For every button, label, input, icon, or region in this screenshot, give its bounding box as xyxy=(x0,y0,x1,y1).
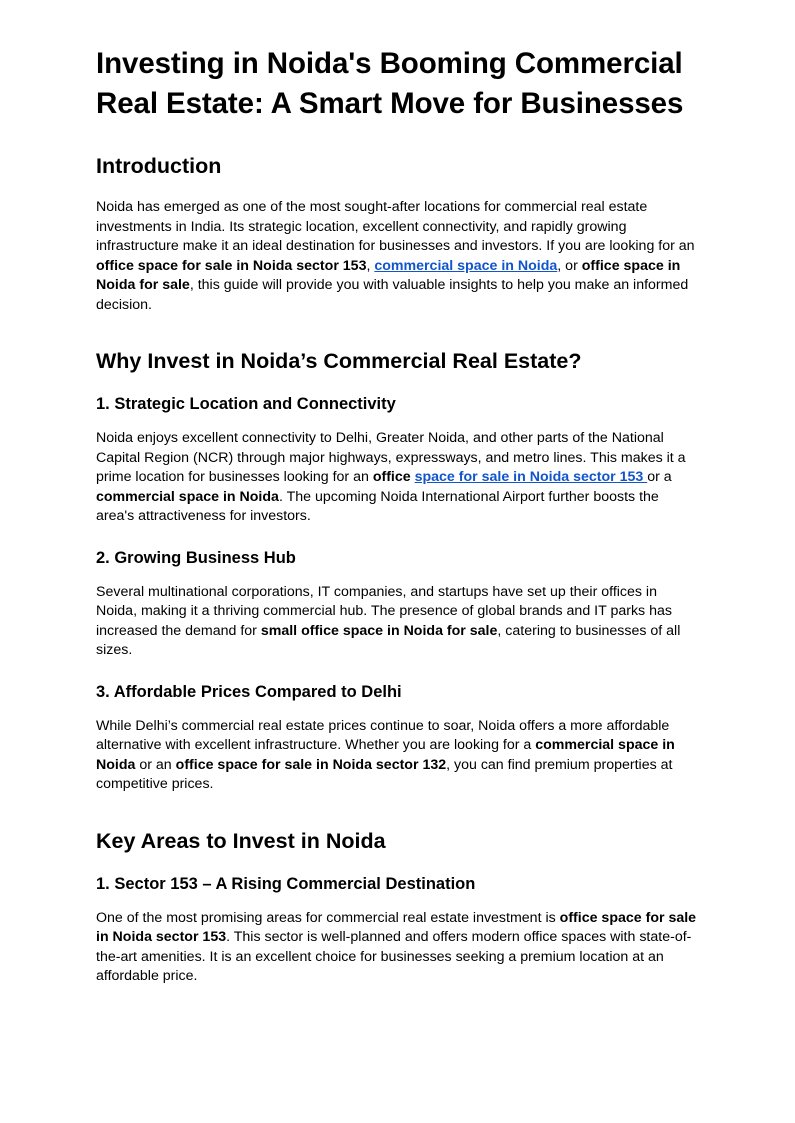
commercial-space-link[interactable]: commercial space in Noida xyxy=(374,257,558,274)
text-run: . This sector is well-planned and offers modern office spaces with state-of-the-art amenities. It is an excellent choice for businesses seeking a premium location at an affordable price. xyxy=(96,929,692,984)
text-run: . The upcoming Noida International Airport further boosts the area's attractiveness for investors. xyxy=(96,488,659,524)
bold-text: office space for sale in Noida sector 132 xyxy=(175,756,447,773)
bold-text: office space in Noida for sale xyxy=(96,257,681,293)
why-invest-heading: Why Invest in Noida’s Commercial Real Estate? xyxy=(96,349,582,373)
text-run: Several multinational corporations, IT companies, and startups have set up their offices in Noida, making it a thriving commercial hub. The presence of global brands and IT parks has increased the demand for xyxy=(96,583,672,639)
article-title: Investing in Noida's Booming Commercial Real Estate: A Smart Move for Businesses xyxy=(96,47,684,120)
text-run: Noida has emerged as one of the most sought-after locations for commercial real estate investments in India. Its strategic location, excellent connectivity, and rapidly growing infrastructure make it an ideal destination for businesses and investors. If you are looking for an xyxy=(96,199,695,254)
document-page xyxy=(96,44,698,987)
business-hub-heading: 2. Growing Business Hub xyxy=(96,548,296,567)
text-run: Noida enjoys excellent connectivity to Delhi, Greater Noida, and other parts of the National Capital Region (NCR) through major highways, expressways, and metro lines. This makes it a prime location for businesses looking for an xyxy=(96,430,686,485)
affordable-prices-paragraph xyxy=(96,717,698,795)
bold-text: office space for sale in Noida sector 153 xyxy=(96,257,367,274)
key-areas-heading: Key Areas to Invest in Noida xyxy=(96,828,386,853)
introduction-heading: Introduction xyxy=(96,154,222,178)
text-run: , or xyxy=(557,257,582,274)
affordable-prices-heading: 3. Affordable Prices Compared to Delhi xyxy=(96,682,402,701)
text-run: or an xyxy=(135,756,176,773)
text-run: , xyxy=(366,257,375,274)
bold-text: office xyxy=(372,469,415,485)
text-run: One of the most promising areas for commercial real estate investment is xyxy=(96,909,560,926)
strategic-location-heading: 1. Strategic Location and Connectivity xyxy=(96,395,396,413)
bold-text: small office space in Noida for sale xyxy=(260,622,498,639)
text-run: , this guide will provide you with valuable insights to help you make an informed decision. xyxy=(96,277,689,313)
strategic-location-paragraph xyxy=(96,429,698,527)
business-hub-paragraph xyxy=(96,583,698,661)
text-run: or a xyxy=(647,469,672,485)
bold-text: commercial space in Noida xyxy=(96,737,675,773)
sector-153-link[interactable]: space for sale in Noida sector 153 xyxy=(414,469,648,485)
bold-text: commercial space in Noida xyxy=(96,488,279,505)
text-run: While Delhi’s commercial real estate prices continue to soar, Noida offers a more affordable alternative with excellent infrastructure. Whether you are looking for a xyxy=(96,717,670,753)
introduction-paragraph xyxy=(96,198,698,315)
bold-text: office space for sale in Noida sector 153 xyxy=(96,909,697,945)
text-run: , catering to businesses of all sizes. xyxy=(96,622,681,658)
text-run: , you can find premium properties at competitive prices. xyxy=(96,756,673,792)
sector-153-paragraph xyxy=(96,909,698,987)
sector-153-heading: 1. Sector 153 – A Rising Commercial Destination xyxy=(96,874,476,893)
